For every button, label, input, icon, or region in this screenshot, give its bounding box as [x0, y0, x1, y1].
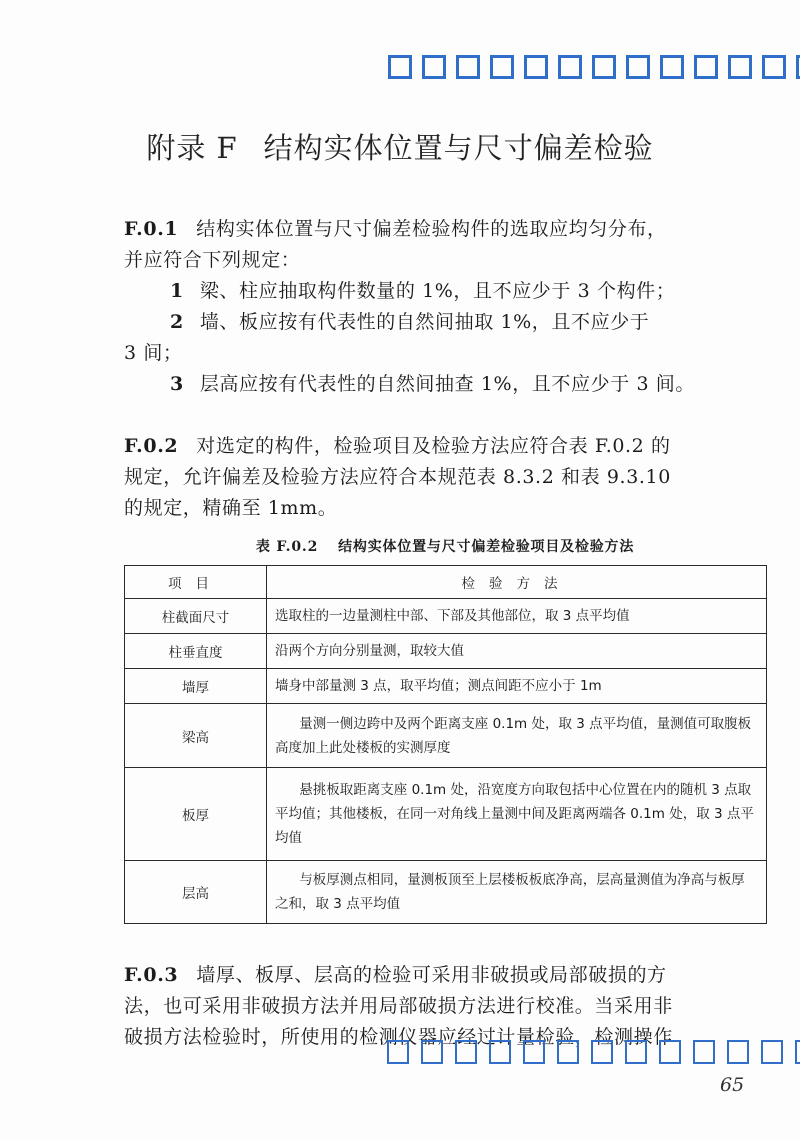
- table-caption: 表 F.0.2 结构实体位置与尺寸偏差检验项目及检验方法: [255, 539, 635, 555]
- missing-glyph-box-icon: [727, 1040, 749, 1064]
- missing-glyph-box-icon: [795, 1040, 800, 1064]
- missing-glyph-box-icon: [591, 1040, 613, 1064]
- missing-glyph-box-icon: [728, 55, 752, 79]
- clause-number: F.0.3: [124, 964, 179, 986]
- clause-f01-item-2-cont: 3 间；: [124, 342, 183, 364]
- missing-glyph-box-icon: [592, 55, 616, 79]
- appendix-label: 附录 F: [146, 131, 238, 165]
- clause-f03-line1: F.0.3 墙厚、板厚、层高的检验可采用非破损或局部破损的方: [124, 964, 667, 986]
- clause-f01: [124, 214, 774, 400]
- clause-f02-line2: 规定，允许偏差及检验方法应符合本规范表 8.3.2 和表 9.3.10: [124, 466, 671, 488]
- missing-glyph-box-icon: [456, 55, 480, 79]
- table-row: 柱截面尺寸 选取柱的一边量测柱中部、下部及其他部位，取 3 点平均值: [125, 599, 767, 634]
- missing-glyph-box-icon: [796, 55, 800, 79]
- clause-number: F.0.2: [124, 435, 179, 457]
- clause-f01-line2: 并应符合下列规定：: [124, 249, 301, 271]
- page-title: [0, 126, 800, 167]
- missing-glyph-box-icon: [694, 55, 718, 79]
- missing-glyph-row-top: [388, 55, 800, 79]
- missing-glyph-box-icon: [558, 55, 582, 79]
- missing-glyph-box-icon: [660, 55, 684, 79]
- table-row: 板厚 悬挑板取距离支座 0.1m 处，沿宽度方向取包括中心位置在内的随机 3 点取平均值；其他楼板，在同一对角线上量测中间及距离两端各 0.1m 处，取 3 点平均值: [125, 768, 767, 861]
- missing-glyph-box-icon: [388, 55, 412, 79]
- clause-f01-item-3: 3 层高应按有代表性的自然间抽查 1%，且不应少于 3 间。: [170, 373, 695, 395]
- missing-glyph-box-icon: [762, 55, 786, 79]
- clause-f02-line3: 的规定，精确至 1mm。: [124, 497, 338, 519]
- table-row: 层高 与板厚测点相同，量测板顶至上层楼板板底净高，层高量测值为净高与板厚之和，取 3 点平均值: [125, 861, 767, 924]
- title-text: 结构实体位置与尺寸偏差检验: [263, 131, 654, 165]
- missing-glyph-box-icon: [557, 1040, 579, 1064]
- page-number: 65: [720, 1074, 745, 1096]
- clause-f02: [124, 431, 774, 524]
- table-header-row: [125, 566, 767, 599]
- missing-glyph-box-icon: [659, 1040, 681, 1064]
- inspection-table: [124, 565, 767, 924]
- clause-f01-item-2: 2 墙、板应按有代表性的自然间抽取 1%，且不应少于: [170, 311, 650, 333]
- header-method: 检验方法: [267, 566, 767, 599]
- clause-f03-line2: 法，也可采用非破损方法并用局部破损方法进行校准。当采用非: [124, 995, 673, 1017]
- missing-glyph-box-icon: [455, 1040, 477, 1064]
- missing-glyph-box-icon: [524, 55, 548, 79]
- table-row: 梁高 量测一侧边跨中及两个距离支座 0.1m 处，取 3 点平均值，量测值可取腹板高度加上此处楼板的实测厚度: [125, 704, 767, 768]
- clause-f03-line3: 破损方法检验时，所使用的检测仪器应经过计量检验，检测操作: [124, 1026, 673, 1048]
- missing-glyph-box-icon: [421, 1040, 443, 1064]
- clause-number: F.0.1: [124, 218, 179, 240]
- missing-glyph-box-icon: [489, 1040, 511, 1064]
- missing-glyph-row-bottom: [387, 1040, 800, 1064]
- missing-glyph-box-icon: [761, 1040, 783, 1064]
- table-row: 墙厚 墙身中部量测 3 点，取平均值；测点间距不应小于 1m: [125, 669, 767, 704]
- missing-glyph-box-icon: [523, 1040, 545, 1064]
- missing-glyph-box-icon: [422, 55, 446, 79]
- missing-glyph-box-icon: [693, 1040, 715, 1064]
- missing-glyph-box-icon: [626, 55, 650, 79]
- table-row: 柱垂直度 沿两个方向分别量测，取较大值: [125, 634, 767, 669]
- missing-glyph-box-icon: [625, 1040, 647, 1064]
- missing-glyph-box-icon: [490, 55, 514, 79]
- clause-f01-item-1: 1 梁、柱应抽取构件数量的 1%，且不应少于 3 个构件；: [170, 280, 676, 302]
- clause-f02-line1: F.0.2 对选定的构件，检验项目及检验方法应符合表 F.0.2 的: [124, 435, 671, 457]
- header-item: 项目: [125, 566, 267, 599]
- missing-glyph-box-icon: [387, 1040, 409, 1064]
- clause-f01-line1: F.0.1 结构实体位置与尺寸偏差检验构件的选取应均匀分布，: [124, 218, 667, 240]
